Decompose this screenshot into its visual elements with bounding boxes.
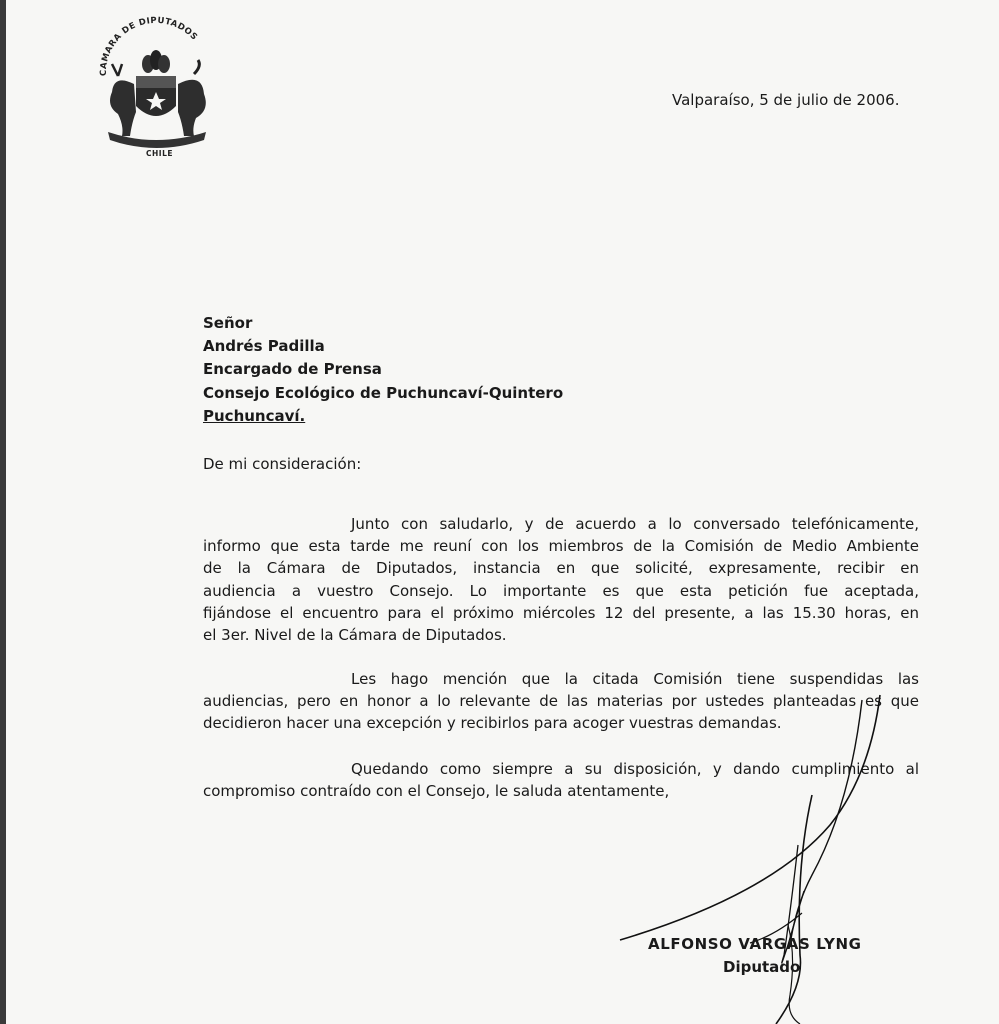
seal-text-top: CAMARA DE DIPUTADOS <box>98 15 200 77</box>
paragraph-line: informo que esta tarde me reuní con los miembros de la Comisión de Medio Ambiente <box>203 537 919 556</box>
date-line: Valparaíso, 5 de julio de 2006. <box>672 91 900 109</box>
paragraph-line: Junto con saludarlo, y de acuerdo a lo conversado telefónicamente, <box>351 515 919 533</box>
paragraph-line: decidieron hacer una excepción y recibirlos para acoger vuestras demandas. <box>203 714 782 733</box>
recipient-honorific: Señor <box>203 314 253 332</box>
recipient-city: Puchuncaví. <box>203 406 306 425</box>
recipient-position: Encargado de Prensa <box>203 360 382 379</box>
chamber-seal-logo <box>84 14 224 164</box>
scan-edge <box>0 0 6 1024</box>
paragraph-line: compromiso contraído con el Consejo, le saluda atentamente, <box>203 782 670 801</box>
paragraph-line: audiencia a vuestro Consejo. Lo importante es que esta petición fue aceptada, <box>203 581 919 600</box>
paragraph-line: audiencias, pero en honor a lo relevante de las materias por ustedes planteadas es que <box>203 692 919 711</box>
signer-name: ALFONSO VARGAS LYNG <box>648 935 862 953</box>
salutation: De mi consideración: <box>203 455 362 473</box>
recipient-name: Andrés Padilla <box>203 337 325 356</box>
paragraph-line: fijándose el encuentro para el próximo miércoles 12 del presente, a las 15.30 horas, en <box>203 603 919 622</box>
signer-title: Diputado <box>723 958 801 976</box>
body-paragraph-1 <box>203 513 919 646</box>
recipient-organization: Consejo Ecológico de Puchuncaví-Quintero <box>203 383 564 402</box>
paragraph-line: el 3er. Nivel de la Cámara de Diputados. <box>203 626 507 645</box>
paragraph-line: Les hago mención que la citada Comisión tiene suspendidas las <box>351 670 919 688</box>
paragraph-line: Quedando como siempre a su disposición, y dando cumplimiento al <box>351 760 919 778</box>
recipient-block <box>203 312 563 428</box>
paragraph-line: de la Cámara de Diputados, instancia en que solicité, expresamente, recibir en <box>203 559 919 578</box>
seal-text-bottom: CHILE <box>146 149 173 158</box>
